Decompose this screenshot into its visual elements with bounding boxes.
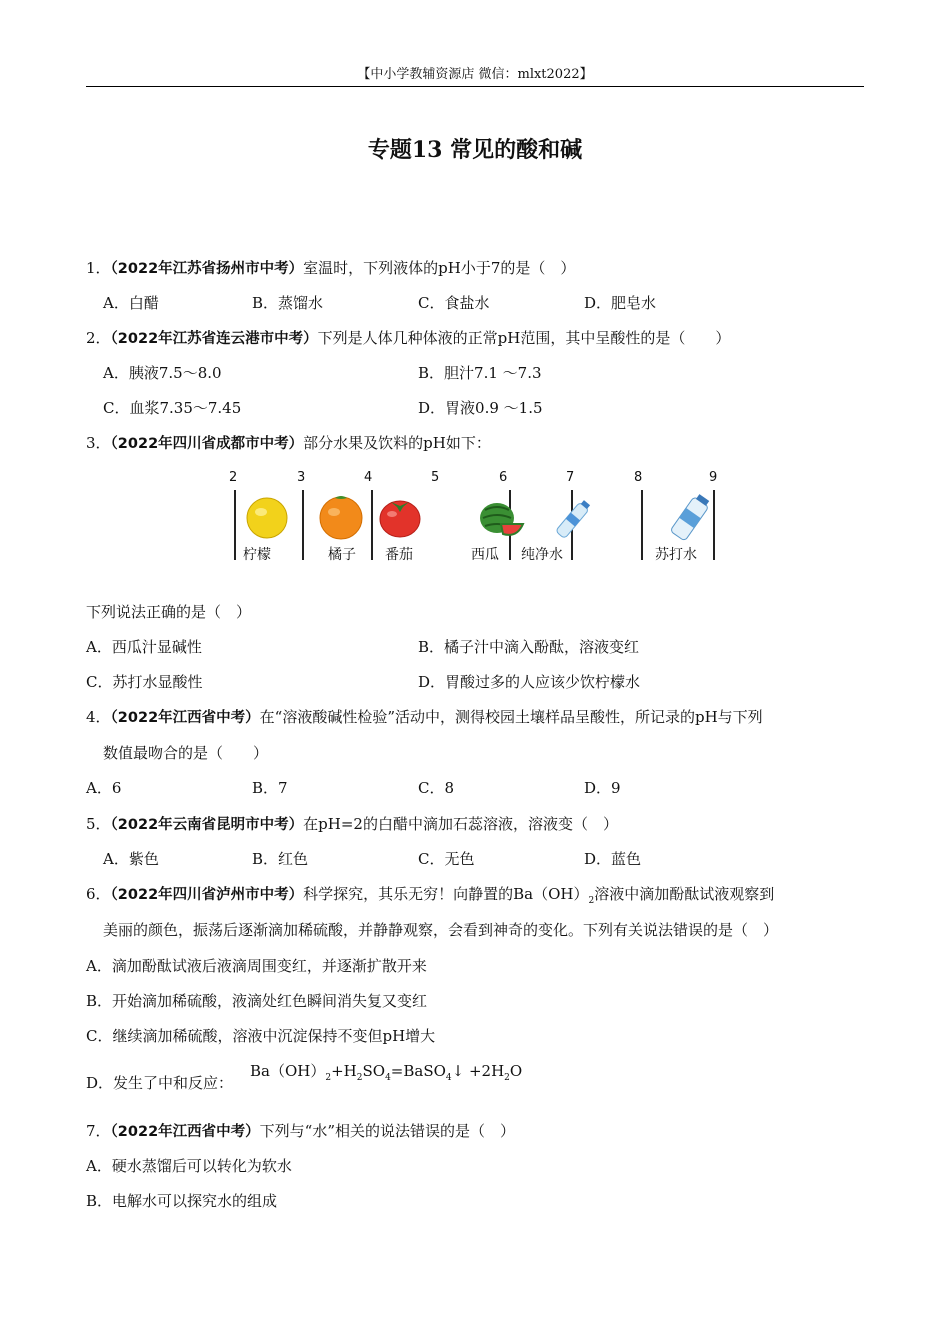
q6-option-a: A．滴加酚酞试液后液滴周围变红，并逐渐扩散开来	[86, 957, 427, 975]
q4-option-a: A．6	[86, 779, 122, 797]
question-5: 5．（2022年云南省昆明市中考）在pH=2的白醋中滴加石蕊溶液，溶液变（ ）	[86, 815, 618, 833]
label-soda-water: 苏打水	[655, 547, 697, 563]
tick-7: 7	[566, 470, 575, 485]
label-watermelon: 西瓜	[471, 547, 499, 563]
q2-option-a: A．胰液7.5～8.0	[103, 364, 222, 382]
q1-option-a: A．白醋	[103, 294, 159, 312]
chemical-equation: $Ba(OH)_2+H_2SO_4=BaSO_4↓ +2H_2O$	[250, 1062, 523, 1083]
tick-5: 5	[431, 470, 440, 485]
q5-option-a: A．紫色	[103, 850, 159, 868]
soda-water-bottle-icon	[665, 492, 715, 544]
lemon-icon	[245, 492, 291, 540]
tick-8: 8	[634, 470, 643, 485]
tick-9: 9	[709, 470, 718, 485]
tick-6: 6	[499, 470, 508, 485]
q7-option-b: B．电解水可以探究水的组成	[86, 1192, 278, 1210]
question-4: 4．（2022年江西省中考）在“溶液酸碱性检验”活动中，测得校园土壤样品呈酸性，所记录的pH与下列	[86, 708, 763, 726]
q2-option-d: D．胃液0.9 ～1.5	[418, 399, 543, 417]
tick-3: 3	[297, 470, 306, 485]
question-6: 6．（2022年四川省泸州市中考）科学探究，其乐无穷！向静置的$Ba(OH)_2$溶液中滴加酚酞试液观察到	[86, 885, 775, 906]
q1-option-c: C．食盐水	[418, 294, 490, 312]
page-title: 专题13 常见的酸和碱	[367, 137, 583, 163]
q5-option-b: B．红色	[252, 850, 309, 868]
label-tomato: 番茄	[385, 547, 413, 563]
ph-scale-figure	[225, 470, 725, 570]
question-4-cont: 数值最吻合的是（ ）	[103, 744, 269, 762]
tick-2: 2	[229, 470, 238, 485]
q3-option-d: D．胃酸过多的人应该少饮柠檬水	[418, 673, 641, 691]
q4-option-c: C．8	[418, 779, 455, 797]
question-7: 7．（2022年江西省中考）下列与“水”相关的说法错误的是（ ）	[86, 1122, 515, 1140]
label-lemon: 柠檬	[243, 547, 271, 563]
q2-option-c: C．血浆7.35～7.45	[103, 399, 242, 417]
q4-option-b: B．7	[252, 779, 288, 797]
page-header: 【中小学教辅资源店 微信：mlxt2022】	[86, 64, 864, 87]
watermelon-icon	[477, 500, 525, 540]
q4-option-d: D．9	[584, 779, 621, 797]
label-pure-water: 纯净水	[521, 547, 563, 563]
q5-option-c: C．无色	[418, 850, 475, 868]
tick-4: 4	[364, 470, 373, 485]
q7-option-a: A．硬水蒸馏后可以转化为软水	[86, 1157, 292, 1175]
q3-option-b: B．橘子汁中滴入酚酞，溶液变红	[418, 638, 640, 656]
question-1: 1．（2022年江苏省扬州市中考）室温时，下列液体的pH小于7的是（ ）	[86, 259, 576, 277]
q6-option-c: C．继续滴加稀硫酸，溶液中沉淀保持不变但pH增大	[86, 1027, 436, 1045]
q5-option-d: D．蓝色	[584, 850, 642, 868]
question-3: 3．（2022年四川省成都市中考）部分水果及饮料的pH如下：	[86, 434, 491, 452]
q1-option-b: B．蒸馏水	[252, 294, 324, 312]
tomato-icon	[377, 492, 423, 540]
q3-option-a: A．西瓜汁显碱性	[86, 638, 202, 656]
q3-stem: 下列说法正确的是（ ）	[86, 603, 252, 621]
q3-option-c: C．苏打水显酸性	[86, 673, 203, 691]
question-2: 2．（2022年江苏省连云港市中考）下列是人体几种体液的正常pH范围，其中呈酸性的是（ ）	[86, 329, 731, 347]
q1-option-d: D．肥皂水	[584, 294, 657, 312]
q6-option-b: B．开始滴加稀硫酸，液滴处红色瞬间消失复又变红	[86, 992, 428, 1010]
q2-option-b: B．胆汁7.1 ～7.3	[418, 364, 542, 382]
orange-icon	[317, 490, 365, 540]
label-orange: 橘子	[328, 547, 356, 563]
water-bottle-icon	[551, 498, 595, 544]
question-6-cont: 美丽的颜色，振荡后逐渐滴加稀硫酸，并静静观察，会看到神奇的变化。下列有关说法错误的是（ ）	[103, 921, 779, 939]
q6-option-d: D．发生了中和反应：	[86, 1074, 234, 1092]
